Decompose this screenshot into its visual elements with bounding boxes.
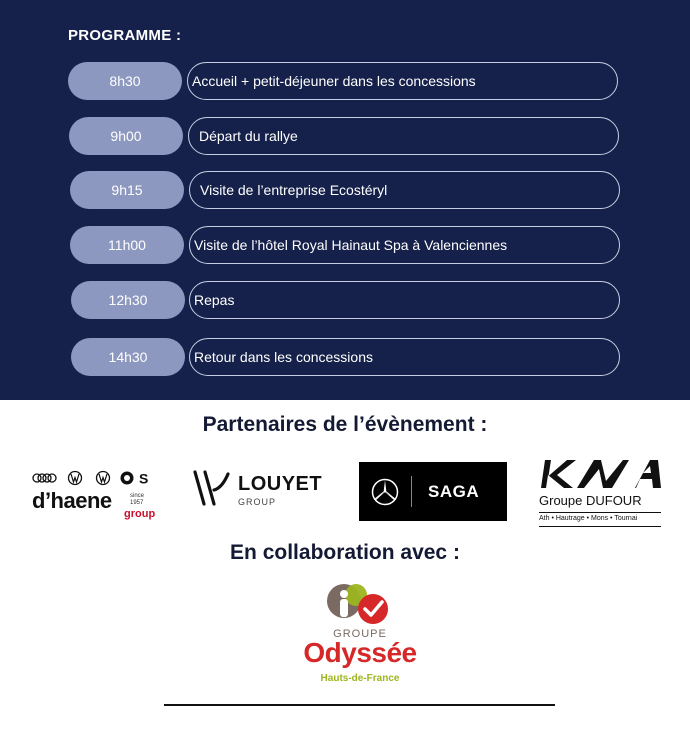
kia-group-name: Groupe DUFOUR	[539, 493, 642, 508]
odyssee-emblem-icon	[320, 583, 400, 627]
svg-text:S: S	[139, 470, 149, 487]
time-pill: 11h00	[70, 226, 184, 264]
event-pill: Départ du rallye	[188, 117, 619, 155]
program-item	[71, 338, 621, 376]
dhaene-since: since 1957	[130, 493, 145, 506]
odyssee-name: Odyssée	[303, 637, 417, 668]
louyet-name: LOUYET	[238, 473, 323, 495]
bottom-divider	[164, 704, 555, 706]
time-pill: 9h00	[69, 117, 183, 155]
kia-divider	[539, 512, 661, 513]
partners-title: Partenaires de l’évènement :	[202, 413, 488, 436]
event-pill: Accueil + petit-déjeuner dans les concessions	[187, 62, 618, 100]
time-pill: 9h15	[70, 171, 184, 209]
odyssee-groupe: GROUPE	[333, 628, 387, 640]
odyssee-logo	[290, 583, 430, 688]
louyet-logo	[192, 470, 334, 510]
dhaene-group: group	[124, 508, 156, 520]
time-pill: 12h30	[71, 281, 185, 319]
kia-cities: Ath • Hautrage • Mons • Tournai	[539, 515, 638, 522]
program-item	[70, 171, 620, 209]
program-item	[69, 117, 619, 155]
program-item	[70, 226, 620, 264]
dhaene-name: d’haene	[32, 488, 112, 513]
event-pill: Visite de l’hôtel Royal Hainaut Spa à Valenciennes	[189, 226, 620, 264]
program-item	[71, 281, 621, 319]
saga-name: SAGA	[428, 482, 480, 501]
collaboration-title: En collaboration avec :	[230, 541, 460, 564]
louyet-icon	[192, 470, 232, 506]
program-item	[68, 62, 618, 100]
time-pill: 8h30	[68, 62, 182, 100]
event-pill: Repas	[189, 281, 620, 319]
kia-divider-bottom	[539, 526, 661, 527]
dhaene-logo	[30, 468, 158, 524]
louyet-group: GROUP	[238, 497, 277, 507]
car-brands-icon	[30, 468, 158, 488]
kia-icon	[539, 459, 661, 489]
saga-divider	[411, 476, 412, 507]
mercedes-star-icon	[370, 477, 400, 507]
saga-logo	[359, 462, 507, 521]
time-pill: 14h30	[71, 338, 185, 376]
event-pill: Retour dans les concessions	[189, 338, 620, 376]
event-pill: Visite de l’entreprise Ecostéryl	[189, 171, 620, 209]
program-title: PROGRAMME :	[68, 27, 182, 44]
kia-dufour-logo	[538, 459, 662, 529]
odyssee-region: Hauts-de-France	[320, 673, 400, 684]
